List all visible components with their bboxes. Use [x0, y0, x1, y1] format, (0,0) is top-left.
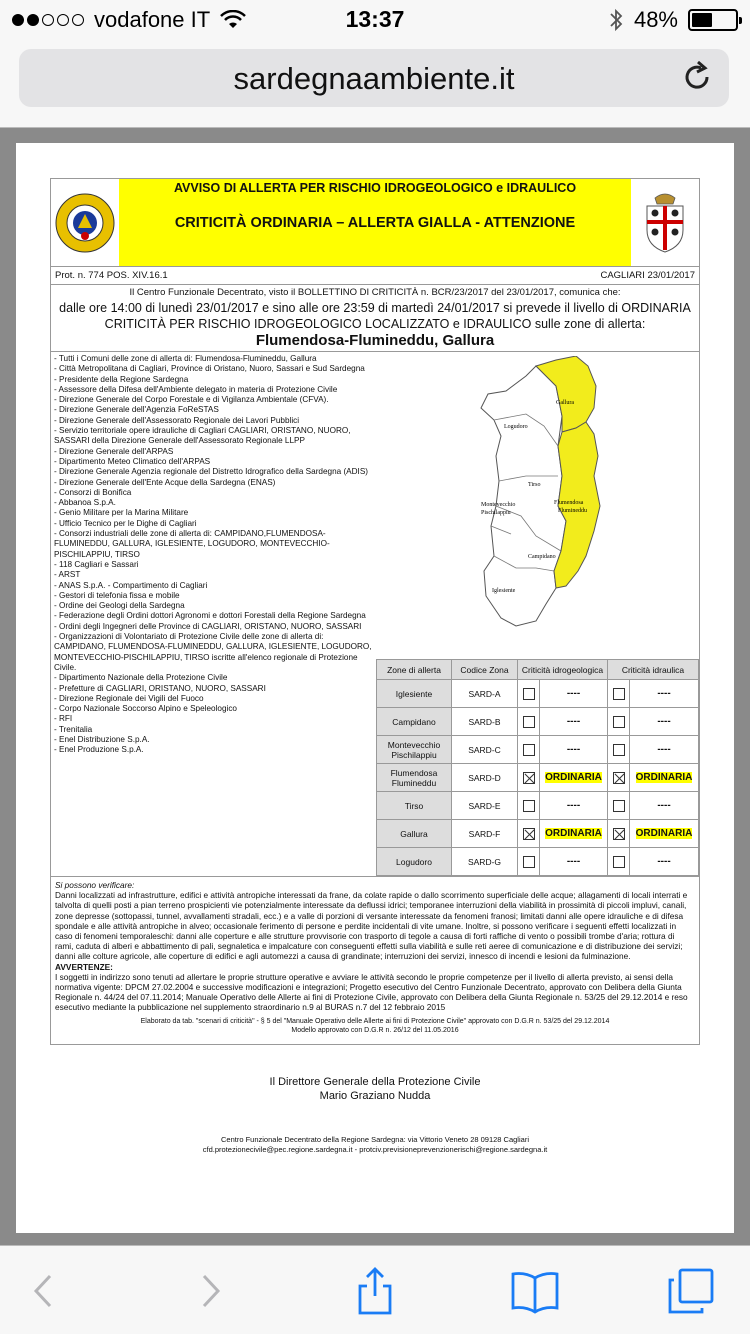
recipient-item: - Prefetture di CAGLIARI, ORISTANO, NUORO, SASSARI — [54, 683, 266, 693]
browser-address-area — [0, 40, 750, 128]
carrier-name: vodafone IT — [94, 7, 211, 32]
zone-name: Flumendosa Flumineddu — [377, 764, 452, 792]
battery-icon — [688, 9, 738, 31]
col-header-code: Codice Zona — [452, 660, 518, 680]
notes-section — [51, 877, 699, 1044]
recipient-item: - Tutti i Comuni delle zone di allerta di: Flumendosa-Flumineddu, Gallura — [54, 354, 317, 363]
document-header — [51, 179, 699, 267]
map-label-gallura: Gallura — [556, 400, 574, 406]
signature-title: Il Direttore Generale della Protezione Civile — [269, 1076, 481, 1088]
idro-checkbox — [523, 688, 535, 700]
idro-level: ---- — [566, 744, 581, 755]
tabs-icon[interactable] — [666, 1266, 716, 1316]
place-date: CAGLIARI 23/01/2017 — [600, 270, 695, 281]
idra-level: ---- — [657, 744, 671, 755]
table-row — [377, 764, 699, 792]
idro-level-cell — [540, 764, 608, 792]
table-row — [377, 792, 699, 820]
alert-zones-table — [376, 659, 699, 876]
idro-checkbox — [523, 800, 535, 812]
recipient-item: - Direzione Generale Agenzia regionale del Distretto Idrografico della Sardegna (ADIS) — [54, 467, 369, 477]
recipient-item: - Direzione Generale del Corpo Forestale e di Vigilanza Ambientale (CFVA). — [54, 395, 329, 405]
recipient-item: - Direzione Generale dell'Assessorato Regionale dei Lavori Pubblici — [54, 415, 300, 425]
zone-code: SARD-B — [452, 708, 518, 736]
idra-level: ---- — [657, 688, 671, 699]
idra-level-cell — [630, 764, 699, 792]
idro-checkbox-cell — [518, 680, 540, 708]
recipient-item: - Federazione degli Ordini dottori Agronomi e dottori Forestali della Regione Sardegna — [54, 611, 366, 621]
col-header-zone: Zone di allerta — [377, 660, 452, 680]
idra-level: ---- — [657, 800, 671, 811]
zone-code: SARD-E — [452, 792, 518, 820]
idro-checkbox-cell — [518, 736, 540, 764]
idra-checkbox — [613, 716, 625, 728]
recipient-item: - Corpo Nazionale Soccorso Alpino e Speleologico — [54, 704, 237, 714]
map-label-flumendosa: Flumendosa — [554, 500, 584, 506]
idra-level-cell — [630, 820, 699, 848]
recipient-item: - Consorzi industriali delle zone di allerta di: CAMPIDANO,FLUMENDOSA-FLUMINEDDU, GALLURA, IGLESIENTE, LOGUDORO, MONTEVECCHIO-PISCHILAPPIU, TIRSO — [54, 529, 330, 559]
idro-level-cell — [540, 848, 608, 876]
recipient-item: - Ordine dei Geologi della Sardegna — [54, 601, 185, 611]
idro-checkbox-cell — [518, 708, 540, 736]
idra-level-cell — [630, 708, 699, 736]
alert-title-line1: AVVISO DI ALLERTA PER RISCHIO IDROGEOLOGICO e IDRAULICO — [173, 181, 577, 195]
protocol-number: Prot. n. 774 POS. XIV.16.1 — [55, 270, 168, 281]
recipient-item: - Trenitalia — [54, 724, 93, 734]
zone-name: Montevecchio Pischilappiu — [377, 736, 452, 764]
map-label-logudoro: Logudoro — [504, 424, 528, 430]
idro-level: ---- — [566, 716, 581, 727]
recipient-item: - Direzione Generale dell'ARPAS — [54, 446, 174, 456]
alert-title-box — [119, 179, 631, 266]
browser-toolbar — [0, 1245, 750, 1334]
intro-text: Il Centro Funzionale Decentrato, visto il BOLLETTINO DI CRITICITÀ n. BCR/23/2017 del 23/01/2017, comunica che: — [129, 287, 621, 298]
recipient-item: - Città Metropolitana di Cagliari, Province di Oristano, Nuoro, Sassari e Sud Sardegna — [54, 364, 365, 374]
idro-checkbox-cell — [518, 764, 540, 792]
reload-icon[interactable] — [679, 59, 715, 95]
share-icon[interactable] — [350, 1266, 400, 1316]
idra-level-cell — [630, 848, 699, 876]
recipient-item: - Enel Distribuzione S.p.A. — [54, 734, 150, 744]
idro-level-cell — [540, 680, 608, 708]
idra-checkbox-cell — [608, 792, 630, 820]
alert-title-line2: CRITICITÀ ORDINARIA – ALLERTA GIALLA - ATTENZIONE — [174, 215, 576, 231]
recipient-item: - Abbanoa S.p.A. — [54, 498, 116, 508]
idra-checkbox-cell — [608, 764, 630, 792]
sardinia-map — [466, 356, 616, 646]
status-bar — [0, 0, 750, 40]
recipient-item: - Assessore della Difesa dell'Ambiente delegato in materia di Protezione Civile — [54, 384, 338, 394]
address-bar[interactable] — [19, 49, 729, 107]
map-label-iglesiente: Iglesiente — [492, 588, 516, 594]
recipient-item: - Genio Militare per la Marina Militare — [54, 508, 189, 518]
idro-level-cell — [540, 792, 608, 820]
idro-checkbox — [523, 744, 535, 756]
table-row — [377, 680, 699, 708]
bluetooth-icon — [608, 8, 624, 32]
zone-code: SARD-C — [452, 736, 518, 764]
protocol-row — [51, 267, 699, 285]
alert-zones-title: Flumendosa-Flumineddu, Gallura — [51, 332, 699, 352]
status-right — [608, 7, 738, 33]
idro-checkbox-cell — [518, 820, 540, 848]
document-body — [51, 352, 699, 877]
recipient-item: - Ufficio Tecnico per le Dighe di Cagliari — [54, 518, 197, 528]
zone-code: SARD-D — [452, 764, 518, 792]
recipient-item: - Direzione Generale dell'Ente Acque della Sardegna (ENAS) — [54, 477, 276, 487]
table-row — [377, 736, 699, 764]
idra-level: ---- — [657, 716, 671, 727]
recipient-item: - Presidente della Regione Sardegna — [54, 374, 189, 384]
clock: 13:37 — [345, 6, 405, 32]
back-icon[interactable] — [18, 1266, 68, 1316]
table-row — [377, 820, 699, 848]
idra-checkbox — [613, 800, 625, 812]
recipient-item: - Ordini degli Ingegneri delle Province di CAGLIARI, ORISTANO, NUORO, SASSARI — [54, 621, 362, 631]
recipient-item: - Gestori di telefonia fissa e mobile — [54, 590, 180, 600]
url-text[interactable]: sardegnaambiente.it — [233, 61, 515, 96]
idra-level: ORDINARIA — [635, 828, 693, 839]
map-label-campidano: Campidano — [528, 554, 556, 560]
bookmarks-icon[interactable] — [510, 1266, 560, 1316]
idra-checkbox — [613, 688, 625, 700]
idro-checkbox — [523, 856, 535, 868]
idra-checkbox-cell — [608, 680, 630, 708]
recipient-item: - Direzione Generale dell'Agenzia FoReSTAS — [54, 405, 219, 415]
footnote-line1: Elaborato da tab. "scenari di criticità" - § 5 del "Manuale Operativo delle Allerte ai fini di Protezione Civile" approvato con D.G.R n. 53/25 del 29.12.2014 — [140, 1017, 610, 1025]
recipient-item: - 118 Cagliari e Sassari — [54, 559, 139, 569]
col-header-idraulica: Criticità idraulica — [608, 660, 699, 680]
idro-level: ---- — [566, 856, 581, 867]
zone-name: Gallura — [377, 820, 452, 848]
idra-checkbox — [613, 828, 625, 840]
recipients-list — [51, 352, 376, 876]
idro-level: ORDINARIA — [545, 828, 602, 839]
recipient-item: - RFI — [54, 714, 73, 724]
email-line: cfd.protezionecivile@pec.regione.sardegna.it - protciv.previsioneprevenzionerischi@regione.sardegna.it — [202, 1145, 548, 1154]
idra-level-cell — [630, 792, 699, 820]
idro-level-cell — [540, 736, 608, 764]
avvertenze-title: AVVERTENZE: — [55, 961, 113, 972]
zone-name: Logudoro — [377, 848, 452, 876]
idro-checkbox — [523, 772, 535, 784]
web-page — [16, 143, 734, 1233]
possono-title: Si possono verificare: — [55, 880, 135, 890]
address-line: Centro Funzionale Decentrato della Regione Sardegna: via Vittorio Veneto 28 09128 Cagliari — [221, 1135, 529, 1144]
zone-code: SARD-F — [452, 820, 518, 848]
battery-percent: 48% — [633, 7, 678, 32]
footnote-line2: Modello approvato con D.G.R n. 26/12 del 11.05.2016 — [291, 1026, 459, 1034]
table-header-row — [377, 660, 699, 680]
address-block — [16, 1135, 734, 1155]
regione-sardegna-logo — [51, 179, 119, 266]
zone-name: Tirso — [377, 792, 452, 820]
recipient-item: - Dipartimento Nazionale della Protezione Civile — [54, 673, 228, 683]
map-label-tirso: Tirso — [528, 482, 541, 488]
idra-checkbox-cell — [608, 820, 630, 848]
idro-checkbox — [523, 828, 535, 840]
idra-level-cell — [630, 680, 699, 708]
recipient-item: - Organizzazioni di Volontariato di Protezione Civile delle zone di allerta di: CAMPIDANO, FLUMENDOSA-FLUMINEDDU, GALLURA, IGLESIENTE, LOGUDORO, MONTEVECCHIO-PISCHILAPPIU, TIRSO iscritte all'elenco regionale di Protezione Civile. — [54, 632, 372, 672]
table-row — [377, 848, 699, 876]
recipient-item: - Direzione Regionale dei Vigili del Fuoco — [54, 693, 204, 703]
idro-level: ORDINARIA — [545, 772, 602, 783]
map-and-table — [376, 352, 699, 876]
recipient-item: - ANAS S.p.A. - Compartimento di Cagliari — [54, 580, 208, 590]
col-header-idrogeologica: Criticità idrogeologica — [518, 660, 608, 680]
zone-code: SARD-A — [452, 680, 518, 708]
recipient-item: - Dipartimento Meteo Climatico dell'ARPAS — [54, 456, 211, 466]
idra-level: ---- — [657, 856, 671, 867]
map-label-pischilappiu: Pischilappiu — [481, 510, 511, 516]
zone-name: Campidano — [377, 708, 452, 736]
alert-document — [50, 178, 700, 1045]
forward-icon[interactable] — [186, 1266, 236, 1316]
recipient-item: - ARST — [54, 570, 81, 580]
map-label-flumineddu: Flumineddu — [558, 508, 588, 514]
idro-checkbox-cell — [518, 792, 540, 820]
idra-checkbox-cell — [608, 848, 630, 876]
possono-text: Danni localizzati ad infrastrutture, edifici e attività antropiche interessati da frane, da colate rapide o dallo scorrimento superficiale delle acque; allagamenti di locali interrati e talvolta di quelli posti a pian terreno prospicienti vie potenzialmente interessate da deflussi idrici; temporanee interruzioni della viabilità in prossimità di piccoli impluvi, canali, zone depresse (sottopassi, tunnel, avvallamenti stradali, ecc.) e a valle di porzioni di versante interessate da fenomeni franosi; limitati danni alle opere idrauliche e di difesa spondale e alle attività antropiche in alveo; occasionale ferimento di persone e perdite incidentali di vite umane. Inoltre, si possono verificare i seguenti effetti localizzati in caso di fenomeni temporaleschi: danni alle coperture e alle strutture provvisorie con trasporto di tegole a causa di forti raffiche di vento o possibili trombe d'aria; rottura di rami, caduta di alberi e abbattimento di pali, segnaletica e impalcature con conseguenti effetti sulla viabilità e sulle reti aeree di comunicazione e di distribuzione dei servizi; danni alle colture agricole, alle coperture di edifici e agli automezzi a causa di grandinate; interruzioni dei servizi, innesco di incendi e lesioni da fulminazione. — [55, 890, 688, 962]
zone-name: Iglesiente — [377, 680, 452, 708]
idro-checkbox-cell — [518, 848, 540, 876]
zone-code: SARD-G — [452, 848, 518, 876]
idra-level-cell — [630, 736, 699, 764]
notice-text: dalle ore 14:00 di lunedì 23/01/2017 e sino alle ore 23:59 di martedì 24/01/2017 si prevede il livello di ORDINARIA CRITICITÀ PER RISCHIO IDROGEOLOGICO LOCALIZZATO e IDRAULICO sulle zone di allerta: — [59, 301, 691, 331]
idro-checkbox — [523, 716, 535, 728]
map-label-montevecchio: Montevecchio — [481, 502, 516, 508]
avvertenze-text: I soggetti in indirizzo sono tenuti ad allertare le proprie strutture operative e avviare le attività secondo le proprie competenze per il livello di allerta previsto, ai sensi della normativa vigente: DPCM 27.02.2004 e successive modificazioni e integrazioni; Progetto esecutivo del Centro Funzionale Decentrato, approvato con Delibera della Giunta Regionale n. 44/24 del 07.11.2014; Manuale Operativo delle Allerte ai fini di Protezione Civile, approvato con Delibera della Giunta Regionale n. 53/25 del 29.12.2014 e reso esecutivo mediante la pubblicazione nel supplemento straordinario n.9 al BURAS n.7 del 12 febbraio 2015 — [55, 971, 688, 1013]
footnote-reference — [55, 1013, 695, 1041]
idra-checkbox — [613, 772, 625, 784]
idra-checkbox — [613, 856, 625, 868]
recipient-item: - Enel Produzione S.p.A. — [54, 745, 144, 755]
idro-level: ---- — [566, 688, 581, 699]
idra-checkbox-cell — [608, 736, 630, 764]
recipient-item: - Consorzi di Bonifica — [54, 487, 132, 497]
idro-level-cell — [540, 820, 608, 848]
idra-checkbox — [613, 744, 625, 756]
signature-name: Mario Graziano Nudda — [319, 1090, 431, 1102]
idro-level: ---- — [566, 800, 581, 811]
recipient-item: - Servizio territoriale opere idrauliche di Cagliari CAGLIARI, ORISTANO, NUORO, SASSARI della Direzione Generale dell'Assessorato Regionale LLPP — [54, 426, 351, 446]
table-row — [377, 708, 699, 736]
sardinia-crest-icon — [631, 179, 699, 266]
signature-block — [16, 1075, 734, 1103]
idra-level: ORDINARIA — [635, 772, 693, 783]
idra-checkbox-cell — [608, 708, 630, 736]
idro-level-cell — [540, 708, 608, 736]
